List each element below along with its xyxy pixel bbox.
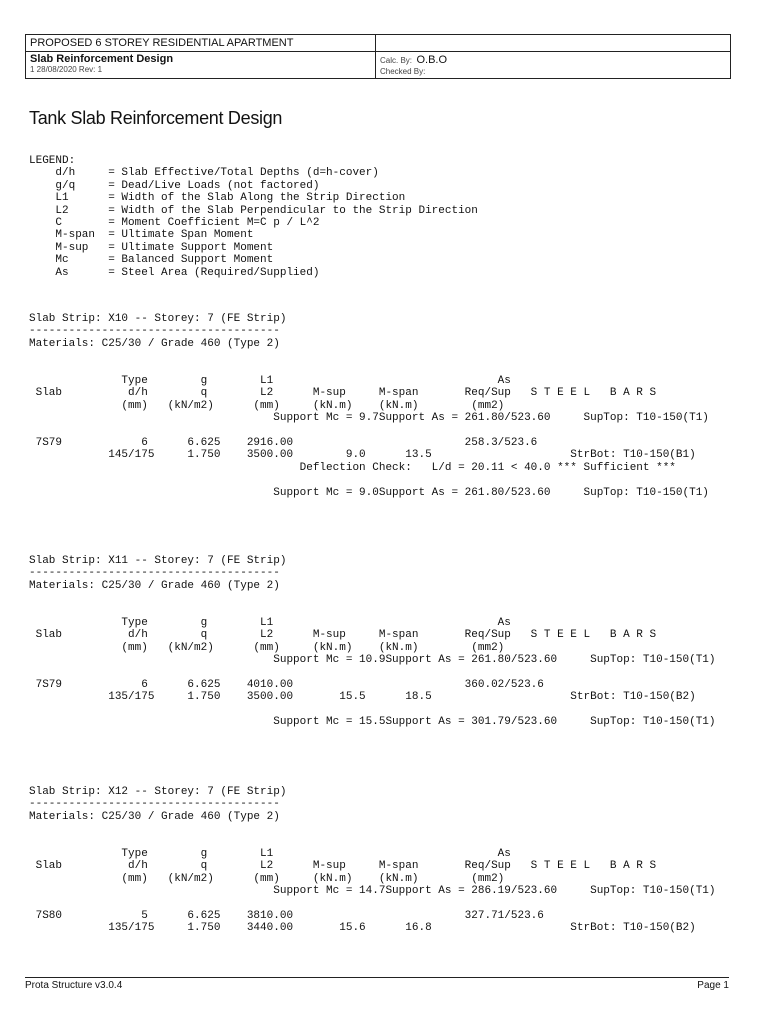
table-header-line: (mm) (kN/m2) (mm) (kN.m) (kN.m) (mm2) <box>29 399 505 412</box>
table-row: 7S79 6 6.625 4010.00 360.02/523.6 <box>29 679 544 692</box>
slab-strip-x10 <box>29 313 709 499</box>
legend-heading: LEGEND: <box>29 155 76 167</box>
legend-line: g/q = Dead/Live Loads (not factored) <box>29 179 320 192</box>
table-row: Support Mc = 9.7Support As = 261.80/523.60 SupTop: T10-150(T1) <box>29 412 709 425</box>
calc-by-value: O.B.O <box>416 54 448 66</box>
legend-line: C = Moment Coefficient M=C p / L^2 <box>29 217 320 230</box>
legend <box>29 155 478 279</box>
strip-materials: Materials: C25/30 / Grade 460 (Type 2) <box>29 579 280 592</box>
table-row: 7S80 5 6.625 3810.00 327.71/523.6 <box>29 910 544 923</box>
page-footer <box>25 977 729 991</box>
table-row: 145/175 1.750 3500.00 9.0 13.5 StrBot: T10-150(B1) <box>29 449 696 462</box>
slab-strip-x12 <box>29 786 716 935</box>
table-header-line: Type g L1 As <box>29 375 511 388</box>
strip-rule: -------------------------------------- <box>29 798 280 811</box>
header-blank-cell <box>376 35 730 51</box>
table-row: 135/175 1.750 3440.00 15.6 16.8 StrBot: T10-150(B2) <box>29 922 696 935</box>
table-header-line: (mm) (kN/m2) (mm) (kN.m) (kN.m) (mm2) <box>29 872 505 885</box>
table-header-line: (mm) (kN/m2) (mm) (kN.m) (kN.m) (mm2) <box>29 641 505 654</box>
table-header-line: Slab d/h q L2 M-sup M-span Req/Sup S T E E L B A R S <box>29 860 657 873</box>
legend-line: M-span = Ultimate Span Moment <box>29 229 254 242</box>
strip-rule: -------------------------------------- <box>29 325 280 338</box>
legend-line: Mc = Balanced Support Moment <box>29 254 274 267</box>
page-title: Tank Slab Reinforcement Design <box>29 108 283 128</box>
legend-line: d/h = Slab Effective/Total Depths (d=h-cover) <box>29 167 379 180</box>
legend-line: L2 = Width of the Slab Perpendicular to the Strip Direction <box>29 204 478 217</box>
table-header-line: Type g L1 As <box>29 617 511 630</box>
table-header-line: Slab d/h q L2 M-sup M-span Req/Sup S T E E L B A R S <box>29 387 657 400</box>
legend-line: M-sup = Ultimate Support Moment <box>29 241 274 254</box>
table-header-line: Type g L1 As <box>29 848 511 861</box>
calc-by-label: Calc. By: <box>380 56 413 65</box>
software-version: Prota Structure v3.0.4 <box>25 980 123 991</box>
table-row: Support Mc = 10.9Support As = 261.80/523.60 SupTop: T10-150(T1) <box>29 654 716 667</box>
strip-title: Slab Strip: X12 -- Storey: 7 (FE Strip) <box>29 786 287 798</box>
document-header <box>25 34 731 79</box>
legend-line: As = Steel Area (Required/Supplied) <box>29 266 320 279</box>
document-subtitle: Slab Reinforcement Design <box>30 53 174 65</box>
strip-materials: Materials: C25/30 / Grade 460 (Type 2) <box>29 337 280 350</box>
page-number: Page 1 <box>697 980 729 991</box>
legend-line: L1 = Width of the Slab Along the Strip Direction <box>29 192 406 205</box>
table-row: Support Mc = 14.7Support As = 286.19/523.60 SupTop: T10-150(T1) <box>29 885 716 898</box>
strip-title: Slab Strip: X11 -- Storey: 7 (FE Strip) <box>29 555 287 567</box>
table-row: 7S79 6 6.625 2916.00 258.3/523.6 <box>29 437 538 450</box>
strip-title: Slab Strip: X10 -- Storey: 7 (FE Strip) <box>29 313 287 325</box>
checked-by-label: Checked By: <box>380 67 426 76</box>
project-name: PROPOSED 6 STOREY RESIDENTIAL APARTMENT <box>26 35 376 51</box>
revision-info: 1 28/08/2020 Rev: 1 <box>30 65 103 74</box>
table-row: Deflection Check: L/d = 20.11 < 40.0 *** Sufficient *** <box>29 461 676 474</box>
table-row: 135/175 1.750 3500.00 15.5 18.5 StrBot: T10-150(B2) <box>29 691 696 704</box>
table-row: Support Mc = 15.5Support As = 301.79/523.60 SupTop: T10-150(T1) <box>29 716 716 729</box>
table-row: Support Mc = 9.0Support As = 261.80/523.60 SupTop: T10-150(T1) <box>29 486 709 499</box>
slab-strip-x11 <box>29 555 716 729</box>
strip-rule: -------------------------------------- <box>29 567 280 580</box>
table-header-line: Slab d/h q L2 M-sup M-span Req/Sup S T E E L B A R S <box>29 629 657 642</box>
strip-materials: Materials: C25/30 / Grade 460 (Type 2) <box>29 810 280 823</box>
